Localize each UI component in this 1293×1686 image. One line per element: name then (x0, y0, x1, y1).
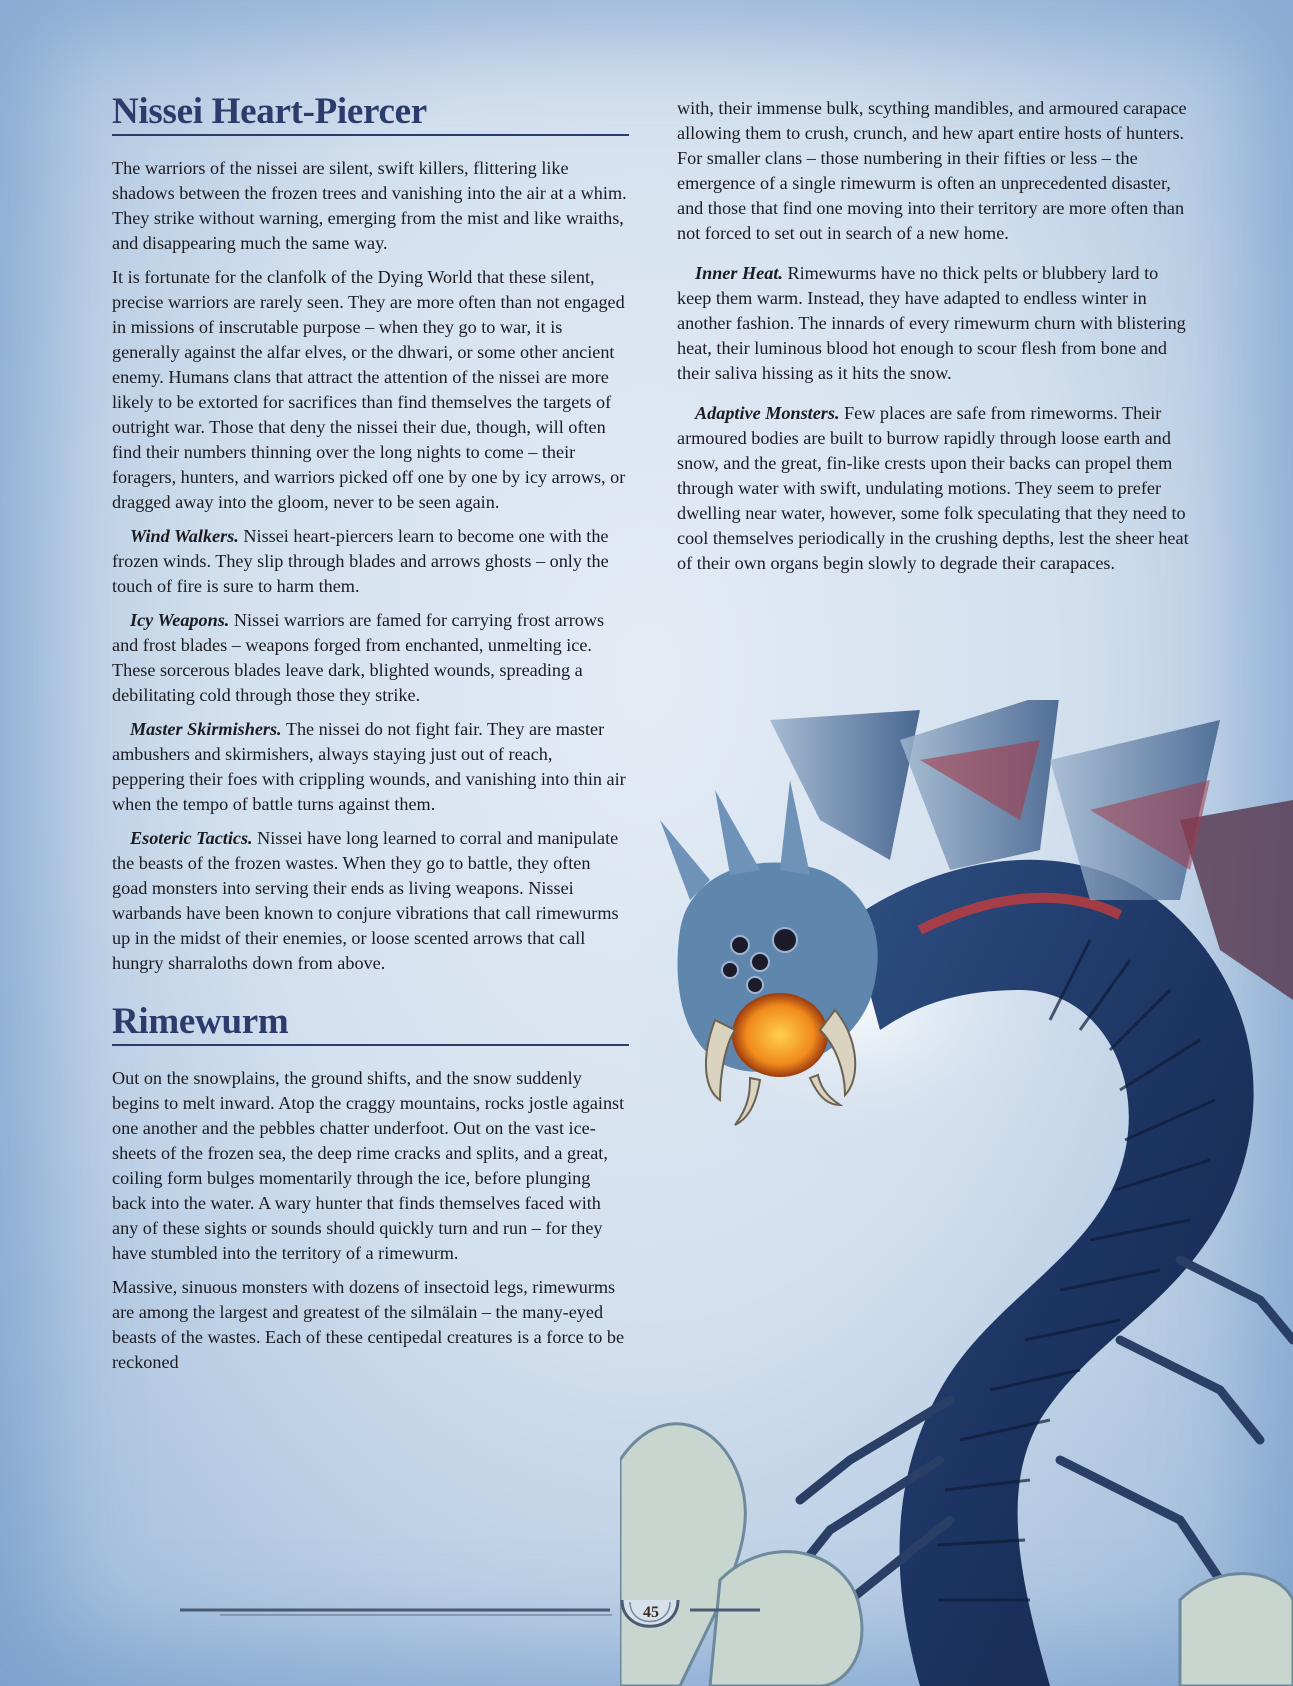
right-column (677, 96, 1197, 585)
section-title-rimewurm: Rimewurm (112, 1002, 629, 1046)
paragraph: It is fortunate for the clanfolk of the Dying World that these silent, precise warriors are rarely seen. They are more often than not engaged in missions of inscrutable purpose – when they go to war, it is generally against the alfar elves, or the dhwari, or some other ancient enemy. Humans clans that attract the attention of the nissei are more likely to be extorted for sacrifices than find themselves the targets of outright war. Those that deny the nissei their due, though, will often find their numbers thinning over the long nights to come – their foragers, hunters, and warriors picked off one by one by icy arrows, or dragged away into the gloom, never to be seen again. (112, 267, 626, 512)
paragraph: Massive, sinuous monsters with dozens of insectoid legs, rimewurms are among the largest and greatest of the silmälain – the many-eyed beasts of the wastes. Each of these centipedal creatures is a force to be reckoned (112, 1277, 625, 1372)
left-column (112, 92, 629, 1384)
trait-text: Nissei heart-piercers learn to become one with the frozen winds. They slip through blades and arrows ghosts – only the touch of fire is sure to harm them. (112, 526, 609, 596)
trait-name: Esoteric Tactics. (130, 828, 253, 848)
trait-paragraph (112, 826, 629, 976)
trait-name: Master Skirmishers. (130, 719, 282, 739)
trait-paragraph (677, 401, 1197, 576)
trait-name: Inner Heat. (695, 263, 783, 283)
trait-paragraph (112, 524, 629, 599)
section-title-nissei: Nissei Heart-Piercer (112, 92, 629, 136)
page-number: 45 (643, 1604, 659, 1621)
trait-text: Few places are safe from rimeworms. Their armoured bodies are built to burrow rapidly through loose earth and snow, and the great, fin-like crests upon their backs can propel them through water with swift, undulating motions. They seem to prefer dwelling near water, however, some folk speculating that they need to cool themselves periodically in the crushing depths, lest the sheer heat of their own organs begin slowly to degrade their carapaces. (677, 403, 1189, 573)
trait-paragraph (677, 261, 1197, 386)
paragraph: Out on the snowplains, the ground shifts, and the snow suddenly begins to melt inward. Atop the craggy mountains, rocks jostle against one another and the pebbles chatter underfoot. Out on the vast ice-sheets of the frozen sea, the deep rime cracks and splits, and a great, coiling form bulges momentarily through the ice, before plunging back into the water. A wary hunter that finds themselves faced with any of these sights or sounds should quickly turn and run – for they have stumbled into the territory of a rimewurm. (112, 1068, 625, 1263)
trait-name: Adaptive Monsters. (695, 403, 840, 423)
trait-text: Nissei have long learned to corral and manipulate the beasts of the frozen wastes. When they go to battle, they often goad monsters into serving their ends as living weapons. Nissei warbands have been known to conjure vibrations that call rimewurms up in the midst of their enemies, or loose scented arrows that call hungry sharraloths down from above. (112, 828, 619, 973)
trait-name: Icy Weapons. (130, 610, 230, 630)
trait-paragraph (112, 608, 629, 708)
paragraph: The warriors of the nissei are silent, swift killers, flittering like shadows between the frozen trees and vanishing into the air at a whim. They strike without warning, emerging from the mist and like wraiths, and disappearing much the same way. (112, 158, 627, 253)
trait-text: Rimewurms have no thick pelts or blubbery lard to keep them warm. Instead, they have adapted to endless winter in another fashion. The innards of every rimewurm churn with blistering heat, their luminous blood hot enough to scour flesh from bone and their saliva hissing as it hits the snow. (677, 263, 1186, 383)
trait-name: Wind Walkers. (130, 526, 239, 546)
rimewurm-illustration (620, 700, 1293, 1686)
trait-text: The nissei do not fight fair. They are master ambushers and skirmishers, always staying just out of reach, peppering their foes with crippling wounds, and vanishing into thin air when the tempo of battle turns against them. (112, 719, 626, 814)
paragraph-continued: with, their immense bulk, scything mandibles, and armoured carapace allowing them to crush, crunch, and hew apart entire hosts of hunters. For smaller clans – those numbering in their fifties or less – the emergence of a single rimewurm is often an unprecedented disaster, and those that find one moving into their territory are more often than not forced to set out in search of a new home. (677, 98, 1187, 243)
trait-text: Nissei warriors are famed for carrying frost arrows and frost blades – weapons forged from enchanted, unmelting ice. These sorcerous blades leave dark, blighted wounds, spreading a debilitating cold through those they strike. (112, 610, 605, 705)
trait-paragraph (112, 717, 629, 817)
